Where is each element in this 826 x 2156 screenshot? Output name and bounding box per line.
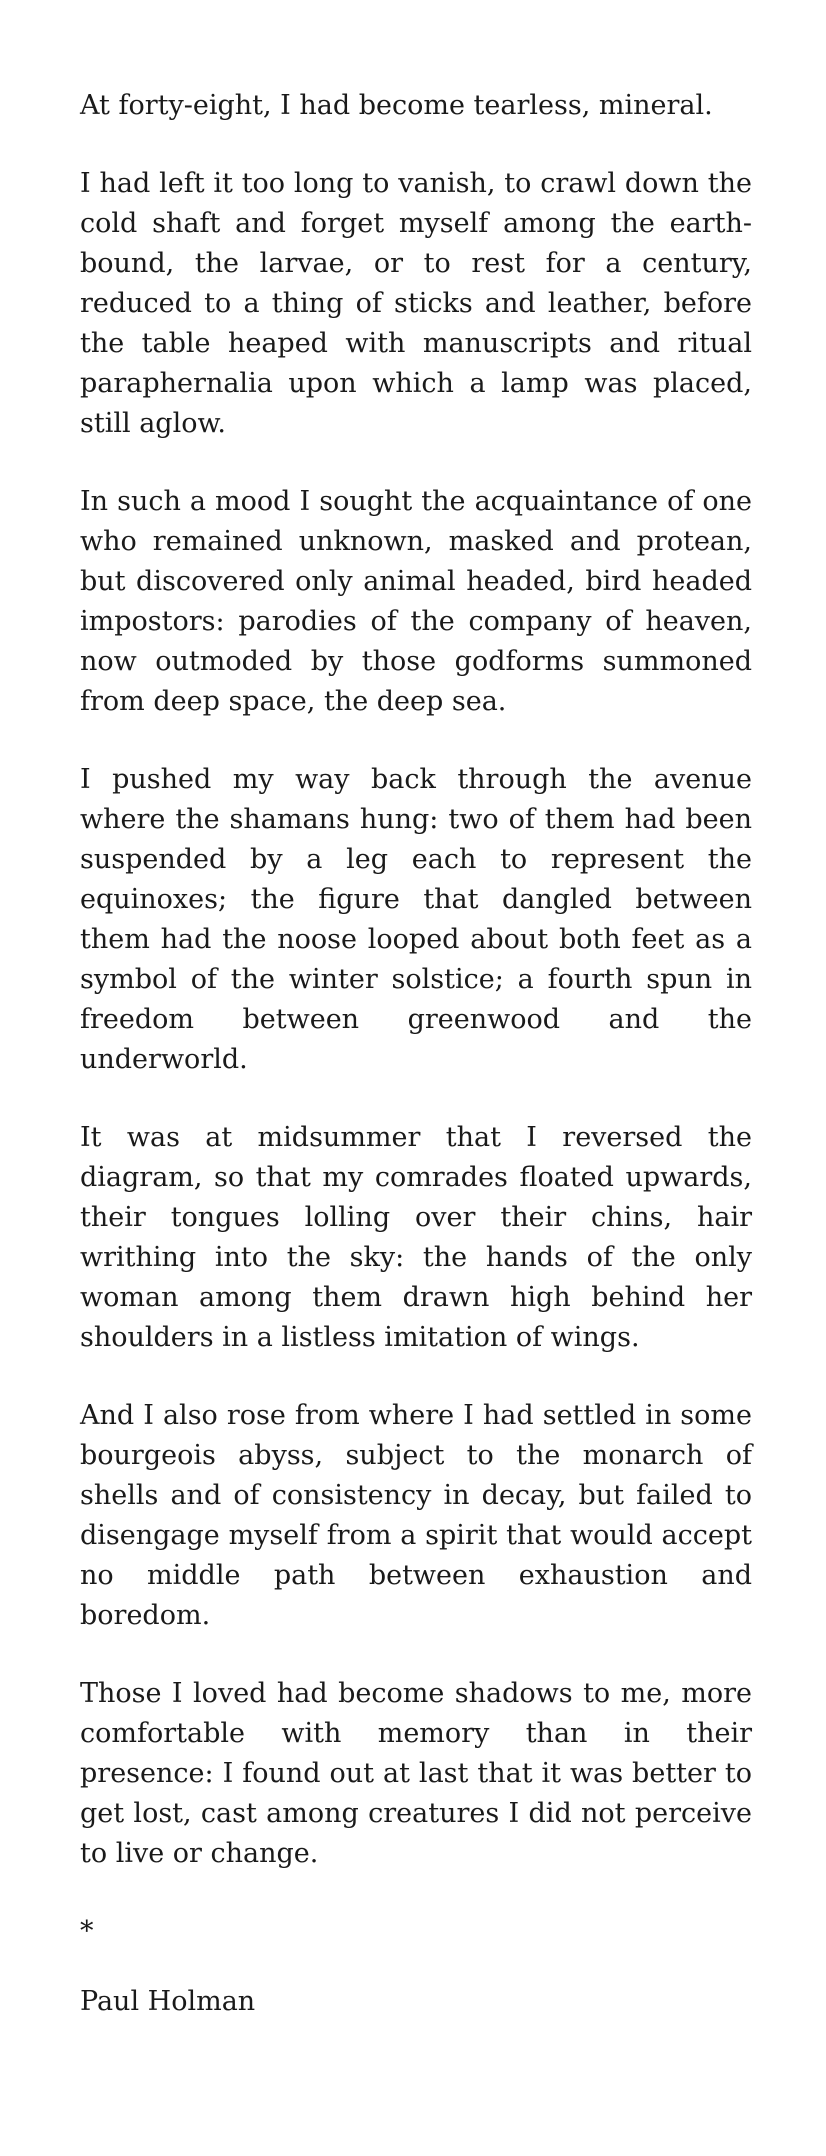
poem-page <box>80 86 752 2022</box>
paragraph-4: I pushed my way back through the avenue where the shamans hung: two of them had been suspended by a leg each to represent the equinoxes; the figure that dangled between them had the noose looped about both feet as a symbol of the winter solstice; a fourth spun in freedom between greenwood and the underworld. <box>80 764 752 1075</box>
section-separator: * <box>80 1916 94 1947</box>
paragraph-2: I had left it too long to vanish, to crawl down the cold shaft and forget myself among the earth-bound, the larvae, or to rest for a century, reduced to a thing of sticks and leather, before the table heaped with manuscripts and ritual paraphernalia upon which a lamp was placed, still aglow. <box>80 168 752 439</box>
paragraph-1: At forty-eight, I had become tearless, mineral. <box>80 90 713 121</box>
author-name: Paul Holman <box>80 1986 256 2017</box>
paragraph-6: And I also rose from where I had settled in some bourgeois abyss, subject to the monarch of shells and of consistency in decay, but failed to disengage myself from a spirit that would accept no middle path between exhaustion and boredom. <box>80 1400 752 1631</box>
paragraph-7: Those I loved had become shadows to me, more comfortable with memory than in their presence: I found out at last that it was better to get lost, cast among creatures I did not perceive to live or change. <box>80 1678 752 1869</box>
paragraph-5: It was at midsummer that I reversed the diagram, so that my comrades floated upwards, their tongues lolling over their chins, hair writhing into the sky: the hands of the only woman among them drawn high behind her shoulders in a listless imitation of wings. <box>80 1122 752 1353</box>
paragraph-3: In such a mood I sought the acquaintance of one who remained unknown, masked and protean, but discovered only animal headed, bird headed impostors: parodies of the company of heaven, now outmoded by those godforms summoned from deep space, the deep sea. <box>80 486 752 717</box>
